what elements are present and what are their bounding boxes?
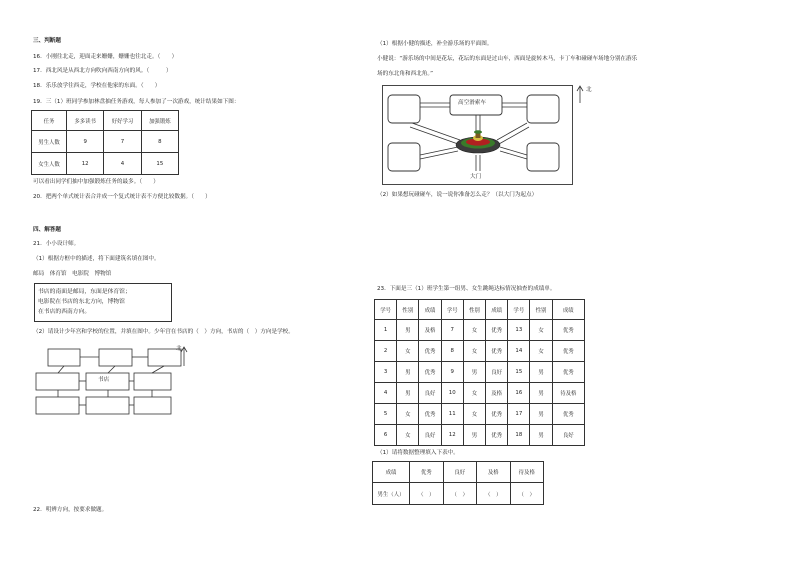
table23-cell: 优秀 — [419, 404, 441, 425]
table23-header: 性别 — [463, 300, 485, 320]
question-22: 22．明辨方向，按要求做题。 — [33, 507, 108, 513]
table23-cell: 2 — [375, 341, 397, 362]
table23-header: 成绩 — [552, 300, 584, 320]
table23-cell: 良好 — [552, 425, 584, 446]
question-16: 16．小刚往北走，迎面走来姗姗，姗姗也往北走。（ ） — [33, 54, 178, 60]
north-label: 北 — [176, 346, 182, 352]
summary-header: 及格 — [477, 462, 511, 483]
answer-blank[interactable]: （ ） — [443, 483, 477, 505]
table23-cell: 18 — [508, 425, 530, 446]
question-23-part1: （1）请将数据整理填入下表中。 — [377, 450, 459, 456]
table23-cell: 优秀 — [486, 341, 508, 362]
table23-cell: 女 — [530, 341, 552, 362]
table23-cell: 11 — [441, 404, 463, 425]
question-21: 21．小小设计师。 — [33, 241, 80, 247]
table23-cell: 女 — [463, 383, 485, 404]
question-18: 18．乐乐放学往西走，学校在他家的东面。（ ） — [33, 83, 161, 89]
table23-cell: 优秀 — [419, 341, 441, 362]
table23-cell: 7 — [441, 320, 463, 341]
table19-cell: 女生人数 — [32, 153, 67, 175]
park-north-arrow — [577, 86, 583, 103]
question-22-part2: （2）如果想玩碰碰车，说一说你准备怎么走？（以大门为起点） — [377, 192, 538, 198]
description-line2: 场的东北角和西北角。” — [377, 71, 434, 77]
table23-cell: 12 — [441, 425, 463, 446]
table23-cell: 1 — [375, 320, 397, 341]
table23-cell: 男 — [397, 383, 419, 404]
description-line: 书店的南面是邮局，东面是体育馆； — [38, 289, 131, 295]
amusement-park-diagram — [382, 85, 592, 189]
answer-blank[interactable]: （ ） — [410, 483, 444, 505]
table19-header: 多多读书 — [67, 111, 104, 131]
table19-header: 加强锻炼 — [141, 111, 178, 131]
table23-cell: 女 — [397, 341, 419, 362]
table23-cell: 优秀 — [486, 425, 508, 446]
table23-cell: 15 — [508, 362, 530, 383]
table23-cell: 待及格 — [552, 383, 584, 404]
table23-cell: 男 — [530, 362, 552, 383]
table23-header: 性别 — [397, 300, 419, 320]
park-slot-west[interactable] — [388, 143, 420, 171]
table19-cell: 9 — [67, 131, 104, 153]
table23-cell: 良好 — [486, 362, 508, 383]
question-23: 23．下面是三（1）班学生第一组男、女生跳绳达标情况抽查的成绩单。 — [377, 286, 556, 292]
table23-cell: 女 — [463, 404, 485, 425]
table23-cell: 16 — [508, 383, 530, 404]
grid-box-southwest[interactable] — [36, 397, 79, 414]
table23-cell: 10 — [441, 383, 463, 404]
table23-cell: 女 — [463, 341, 485, 362]
question-20: 20．把两个单式统计表合并成一个复式统计表不方便比较数据。（ ） — [33, 194, 211, 200]
table23-cell: 优秀 — [552, 362, 584, 383]
table23-cell: 3 — [375, 362, 397, 383]
question-17: 17．西北风是从西北方向吹向西南方向的风。（ ） — [33, 68, 172, 74]
question-21-part1: （1）根据方框中的描述，将下面建筑名填在图中。 — [33, 256, 160, 262]
table23-cell: 女 — [530, 320, 552, 341]
question-19-statement: 可以看出同学们抽中加强锻炼任务的最多。（ ） — [33, 179, 159, 185]
description-box — [34, 283, 172, 322]
table23-cell: 13 — [508, 320, 530, 341]
description-line: 电影院在书店的东北方向，博物馆 — [38, 299, 125, 305]
answer-blank[interactable]: （ ） — [510, 483, 544, 505]
table19-cell: 12 — [67, 153, 104, 175]
building-names: 邮局 体育馆 电影院 博物馆 — [33, 271, 112, 277]
table23-cell: 男 — [397, 320, 419, 341]
table23-cell: 17 — [508, 404, 530, 425]
table23-cell: 良好 — [419, 383, 441, 404]
park-gate-label: 大门 — [470, 174, 482, 180]
table23-cell: 女 — [463, 320, 485, 341]
description-line: 在书店的西南方向。 — [38, 309, 91, 315]
table23-cell: 4 — [375, 383, 397, 404]
table23-cell: 女 — [397, 404, 419, 425]
park-slot-northwest[interactable] — [388, 95, 420, 123]
table23-cell: 女 — [397, 425, 419, 446]
table23-header: 学号 — [508, 300, 530, 320]
grid-box-west[interactable] — [36, 373, 79, 390]
table23-cell: 5 — [375, 404, 397, 425]
summary-header: 成绩 — [373, 462, 410, 483]
table23-cell: 男 — [530, 425, 552, 446]
table23-cell: 男 — [530, 383, 552, 404]
table23-cell: 及格 — [419, 320, 441, 341]
table23-cell: 优秀 — [486, 404, 508, 425]
table19-cell: 8 — [141, 131, 178, 153]
summary-header: 优秀 — [410, 462, 444, 483]
table19-cell: 4 — [104, 153, 141, 175]
answer-blank[interactable]: （ ） — [477, 483, 511, 505]
table23-cell: 14 — [508, 341, 530, 362]
table23-cell: 及格 — [486, 383, 508, 404]
table23-cell: 优秀 — [552, 320, 584, 341]
section3-title: 三、判断题 — [33, 38, 61, 44]
summary-header: 良好 — [443, 462, 477, 483]
table23-header: 学号 — [375, 300, 397, 320]
park-slot-east[interactable] — [527, 143, 559, 171]
table23-cell: 6 — [375, 425, 397, 446]
description-line1: 小健说：“游乐场的中间是花坛，花坛的东面是过山车，西面是旋转木马，卡丁车和碰碰车场地分别在游乐 — [377, 56, 638, 62]
table23-cell: 男 — [397, 362, 419, 383]
question-21-part2: （2）请设计少年宫和学校的位置，并填在图中。少年宫在书店的（ ）方向，书店的（ ）方向是学校。 — [33, 329, 294, 335]
grid-box-northwest[interactable] — [48, 349, 80, 366]
summary-header: 待及格 — [510, 462, 544, 483]
table23-cell: 优秀 — [486, 320, 508, 341]
table23-cell: 优秀 — [552, 404, 584, 425]
task-stats-table — [31, 110, 179, 175]
table23-header: 成绩 — [486, 300, 508, 320]
table23-cell: 男 — [463, 362, 485, 383]
question-19: 19．三（1）班同学参加林盘抽任务游戏，每人参加了一次游戏，统计结果如下图： — [33, 99, 240, 105]
table19-header: 任务 — [32, 111, 67, 131]
table23-header: 学号 — [441, 300, 463, 320]
grid-box-east[interactable] — [134, 373, 171, 390]
table23-cell: 良好 — [419, 425, 441, 446]
park-north-label: 北 — [586, 87, 592, 93]
table23-cell: 8 — [441, 341, 463, 362]
park-slot-northeast[interactable] — [527, 95, 559, 123]
grid-center-label: 书店 — [98, 377, 110, 383]
grid-box-north[interactable] — [99, 349, 132, 366]
summary-row-label: 男生（人） — [373, 483, 410, 505]
question-22-part1: （1）根据小健的描述，补全游乐场的平面图。 — [377, 41, 493, 47]
building-grid-diagram — [30, 344, 190, 424]
rope-skipping-table — [374, 299, 585, 446]
table19-cell: 7 — [104, 131, 141, 153]
grid-box-southeast[interactable] — [134, 397, 171, 414]
table23-header: 性别 — [530, 300, 552, 320]
section4-title: 四、解答题 — [33, 227, 61, 233]
table23-cell: 男 — [530, 404, 552, 425]
table23-cell: 9 — [441, 362, 463, 383]
table23-cell: 优秀 — [552, 341, 584, 362]
grid-box-south[interactable] — [86, 397, 129, 414]
park-top-label: 高空滑索车 — [458, 100, 486, 106]
table19-cell: 男生人数 — [32, 131, 67, 153]
table23-cell: 优秀 — [419, 362, 441, 383]
table23-cell: 男 — [463, 425, 485, 446]
table23-header: 成绩 — [419, 300, 441, 320]
summary-table — [372, 461, 544, 505]
table19-header: 好好学习 — [104, 111, 141, 131]
table19-cell: 15 — [141, 153, 178, 175]
